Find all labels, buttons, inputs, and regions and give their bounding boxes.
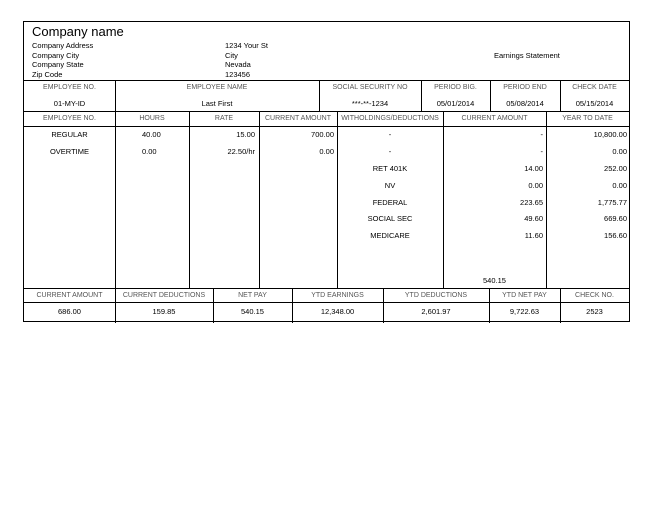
- employee-name-header: EMPLOYEE NAME: [186, 84, 248, 91]
- summary-check-no-value: 2523: [586, 307, 603, 316]
- check-date-header: CHECK DATE: [572, 84, 617, 91]
- regular-rate: 15.00: [236, 130, 255, 139]
- current-amount-header: CURRENT AMOUNT: [265, 115, 331, 122]
- company-state-label: Company State: [32, 60, 84, 69]
- deduction-name: FEDERAL: [372, 198, 408, 207]
- deduction-ytd: 669.60: [604, 214, 627, 223]
- deduction-name: SOCIAL SEC: [367, 214, 413, 223]
- summary-ytd-net-pay-value: 9,722.63: [509, 307, 540, 316]
- deduction-ytd: 1,775.77: [597, 198, 627, 207]
- summary-ytd-net-pay-header: YTD NET PAY: [502, 292, 547, 299]
- deduction-current-amount-header: CURRENT AMOUNT: [461, 115, 528, 122]
- deduction-current: 11.60: [524, 231, 543, 240]
- period-begin-value: 05/01/2014: [436, 99, 475, 108]
- summary-current-deductions-header: CURRENT DEDUCTIONS: [122, 292, 206, 299]
- deduction-current: 223.65: [520, 198, 543, 207]
- overtime-deduction-amount: -: [540, 147, 543, 156]
- deduction-current: 49.60: [524, 214, 543, 223]
- regular-deduction-amount: -: [540, 130, 543, 139]
- summary-net-pay-header: NET PAY: [238, 292, 267, 299]
- company-address-label: Company Address: [32, 41, 94, 50]
- regular-current-amount: 700.00: [311, 130, 334, 139]
- deduction-name: NV: [384, 181, 396, 190]
- company-zip-value: 123456: [225, 69, 251, 79]
- employee-no-value: 01-MY-ID: [53, 99, 86, 108]
- summary-net-pay-value: 540.15: [241, 307, 264, 316]
- deduction-ytd: 0.00: [612, 181, 627, 190]
- employee-no-header: EMPLOYEE NO.: [43, 84, 96, 91]
- regular-hours: 40.00: [142, 130, 161, 139]
- company-name: Company name: [32, 24, 124, 39]
- hours-header: HOURS: [139, 115, 165, 122]
- ssn-header: SOCIAL SECURITY NO: [332, 84, 408, 91]
- year-to-date-header: YEAR TO DATE: [562, 115, 613, 122]
- period-begin-header: PERIOD BIG.: [434, 84, 477, 91]
- summary-ytd-earnings-value: 12,348.00: [320, 307, 355, 316]
- company-city-value: City: [225, 50, 238, 60]
- regular-ytd: 10,800.00: [593, 130, 627, 139]
- deduction-name: MEDICARE: [370, 231, 410, 240]
- deduction-name: RET 401K: [372, 164, 408, 173]
- company-address-labels: [32, 41, 93, 79]
- divider: [115, 111, 116, 288]
- overtime-withholding: -: [388, 147, 392, 156]
- overtime-ytd: 0.00: [612, 147, 627, 156]
- period-end-header: PERIOD END: [503, 84, 547, 91]
- earnings-type-overtime: OVERTIME: [49, 147, 90, 156]
- earnings-type-regular: REGULAR: [51, 130, 88, 139]
- overtime-hours: 0.00: [142, 147, 157, 156]
- company-address-values: [225, 41, 268, 79]
- summary-ytd-deductions-value: 2,601.97: [421, 307, 451, 316]
- deduction-ytd: 252.00: [604, 164, 627, 173]
- rate-header: RATE: [214, 115, 234, 122]
- earnings-type-header: EMPLOYEE NO.: [43, 115, 96, 122]
- overtime-current-amount: 0.00: [319, 147, 334, 156]
- company-address-value: 1234 Your St: [225, 41, 268, 50]
- summary-ytd-earnings-header: YTD EARNINGS: [311, 292, 364, 299]
- summary-current-amount-header: CURRENT AMOUNT: [36, 292, 103, 299]
- pay-stub: [23, 21, 630, 322]
- regular-withholding: -: [388, 130, 392, 139]
- deductions-total: 540.15: [483, 276, 506, 285]
- company-state-value: Nevada: [225, 60, 251, 69]
- deduction-ytd: 156.60: [604, 231, 627, 240]
- summary-current-amount-value: 686.00: [58, 307, 81, 316]
- deduction-current: 0.00: [528, 181, 543, 190]
- ssn-value: ***-**-1234: [351, 99, 389, 108]
- summary-current-deductions-value: 159.85: [152, 307, 176, 316]
- deduction-current: 14.00: [524, 164, 543, 173]
- period-end-value: 05/08/2014: [506, 99, 544, 108]
- company-zip-label: Zip Code: [32, 69, 63, 79]
- employee-name-value: Last First: [201, 99, 233, 108]
- check-date-value: 05/15/2014: [575, 99, 614, 108]
- summary-ytd-deductions-header: YTD DEDUCTIONS: [404, 292, 468, 299]
- company-city-label: Company City: [32, 50, 80, 60]
- earnings-statement-title: Earnings Statement: [494, 51, 560, 60]
- withholdings-deductions-header: WITHOLDINGS/DEDUCTIONS: [341, 115, 439, 122]
- summary-check-no-header: CHECK NO.: [575, 292, 614, 299]
- overtime-rate: 22.50/hr: [227, 147, 255, 156]
